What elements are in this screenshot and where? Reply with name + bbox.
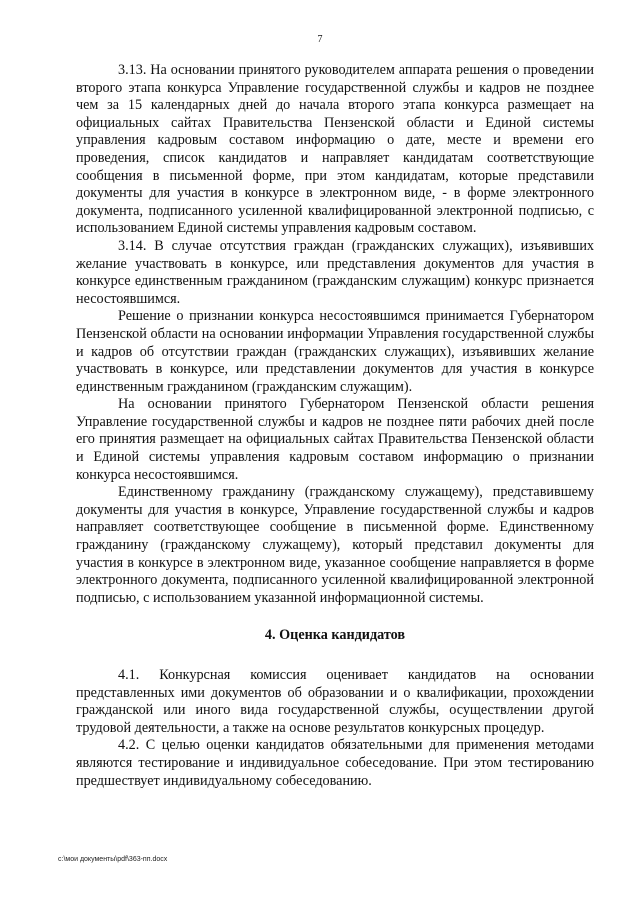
document-body [76, 62, 594, 790]
paragraph-3-13: 3.13. На основании принятого руководителем аппарата решения о проведении второго этапа конкурса Управление государственной службы и кадров не позднее чем за 15 календарных дней до начала второго этапа конкурса размещает на официальных сайтах Правительства Пензенской области и Единой системы управления кадровым составом информацию о дате, месте и времени его проведения, список кандидатов и направляет кандидатам соответствующие сообщения в письменной форме, при этом кандидатам, которые представили документы для участия в конкурсе в электронном виде, - в форме электронного документа, подписанного усиленной квалифицированной электронной подписью, с использованием Единой системы управления кадровым составом. [76, 62, 594, 237]
section-heading: 4. Оценка кандидатов [264, 627, 406, 644]
page-number: 7 [317, 34, 323, 45]
paragraph-single-candidate: Единственному гражданину (гражданскому служащему), представившему документы для участия в конкурсе, Управление государственной службы и кадров направляет соответствующее сообщение в письменной форме. Единственному гражданину (гражданскому служащему), который представил документы для участия в конкурсе в электронном виде, указанное сообщение направляется в форме электронного документа, подписанного усиленной квалифицированной электронной подписью, с использованием указанной информационной системы. [76, 484, 594, 606]
paragraph-decision: Решение о признании конкурса несостоявшимся принимается Губернатором Пензенской области на основании информации Управления государственной службы и кадров об отсутствии граждан (гражданских служащих), изъявивших желание участвовать в конкурсе, или представлении документов для участия в конкурсе единственным гражданином (гражданским служащим). [76, 308, 594, 395]
paragraph-4-1: 4.1. Конкурсная комиссия оценивает кандидатов на основании представленных ими документов об образовании и о квалификации, прохождении гражданской или иного вида государственной службы, осуществлении другой трудовой деятельности, а также на основе результатов конкурсных процедур. [76, 667, 594, 736]
paragraph-publication: На основании принятого Губернатором Пензенской области решения Управление государственной службы и кадров не позднее пяти рабочих дней после его принятия размещает на официальных сайтах Правительства Пензенской области и Единой системы управления кадровым составом информацию о признании конкурса несостоявшимся. [76, 396, 594, 483]
paragraph-4-2: 4.2. С целью оценки кандидатов обязательными для применения методами являются тестирование и индивидуальное собеседование. При этом тестированию предшествует индивидуальному собеседованию. [76, 737, 594, 789]
footer-file-path: c:\мои документы\pdf\363-пп.docx [58, 856, 168, 863]
paragraph-3-14: 3.14. В случае отсутствия граждан (гражданских служащих), изъявивших желание участвовать в конкурсе, или представления документов для участия в конкурсе единственным гражданином (гражданским служащим) конкурс признается несостоявшимся. [76, 237, 594, 307]
